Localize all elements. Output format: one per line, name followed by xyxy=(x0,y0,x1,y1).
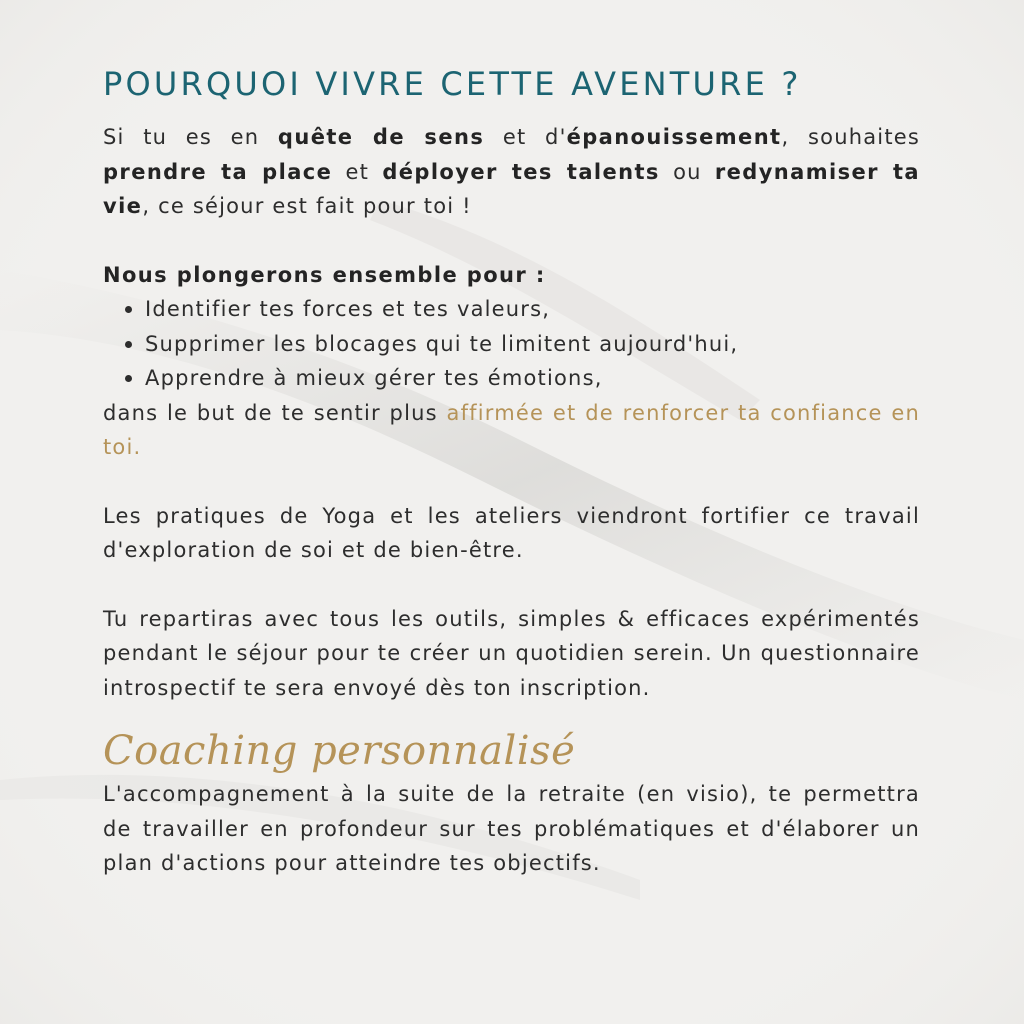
intro-text-6: , ce séjour est fait pour toi ! xyxy=(142,194,472,218)
plunge-closing-accent: affirmée et de renforcer ta confiance en toi. xyxy=(103,400,920,459)
coaching-paragraph: L'accompagnement à la suite de la retraite (en visio), te permettra de travailler en profondeur sur tes problématiques et d'élaborer un plan d'actions pour atteindre tes objectifs. xyxy=(103,782,920,875)
goals-list xyxy=(103,292,920,396)
intro-bold-quete: quête de sens xyxy=(277,125,485,149)
intro-paragraph xyxy=(103,120,920,224)
list-item-text: Identifier tes forces et tes valeurs, xyxy=(145,297,551,321)
plunge-closing-text: dans le but de te sentir plus xyxy=(103,400,447,425)
intro-text-5: ou xyxy=(659,159,715,184)
plunge-heading-text: Nous plongerons ensemble pour : xyxy=(103,262,546,287)
plunge-heading xyxy=(103,258,920,293)
tools-paragraph: Tu repartiras avec tous les outils, simples & efficaces expérimentés pendant le séjour pour te créer un quotidien serein. Un questionnaire introspectif te sera envoyé dès ton inscription. xyxy=(103,606,920,700)
intro-bold-epanouissement: épanouissement xyxy=(566,125,782,149)
main-content xyxy=(103,58,920,881)
intro-text-2: et d' xyxy=(484,125,567,149)
coaching-heading: Coaching personnalisé xyxy=(103,728,576,774)
list-item xyxy=(125,361,920,396)
intro-text-4: et xyxy=(332,159,383,184)
plunge-closing xyxy=(103,396,920,465)
spacer xyxy=(103,568,920,602)
bullet-icon xyxy=(125,341,132,348)
list-item-text: Apprendre à mieux gérer tes émotions, xyxy=(145,366,603,390)
bullet-icon xyxy=(125,375,132,382)
spacer xyxy=(103,224,920,258)
list-item xyxy=(125,292,920,327)
intro-bold-place: prendre ta place xyxy=(103,159,333,184)
bullet-icon xyxy=(125,306,132,313)
list-item-text: Supprimer les blocages qui te limitent aujourd'hui, xyxy=(145,331,739,356)
intro-bold-talents: déployer tes talents xyxy=(382,159,660,184)
yoga-paragraph: Les pratiques de Yoga et les ateliers viendront fortifier ce travail d'exploration de soi et de bien-être. xyxy=(103,503,920,562)
intro-text-3: , souhaites xyxy=(781,125,921,149)
spacer xyxy=(103,465,920,499)
list-item xyxy=(125,327,920,362)
page-title: POURQUOI VIVRE CETTE AVENTURE ? xyxy=(103,65,802,103)
intro-bold-redynamiser: redynamiser ta vie xyxy=(103,159,920,218)
intro-text-1: Si tu es en xyxy=(103,125,278,149)
